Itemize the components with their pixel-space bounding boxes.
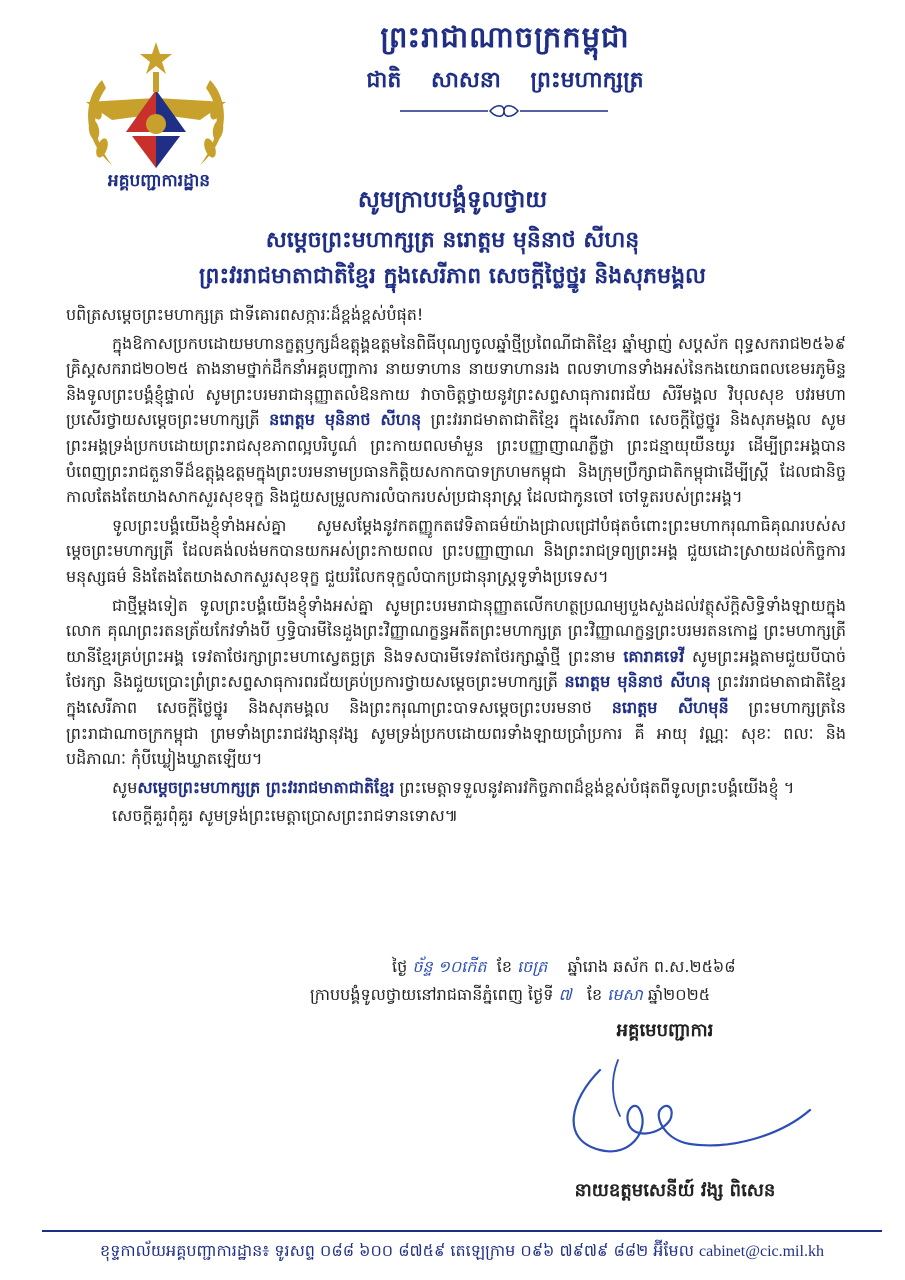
paragraph-3-text: ជាថ្មីម្តងទៀត ទូលព្រះបង្គំយើងខ្ញុំទាំងអស់គ្នា សូមព្រះបរមរាជានុញ្ញាតលើកហត្ថប្រណម្យបួងសួងដល់វត្ថុស័ក្តិសិទ្ធិទាំងឡាយក្នុងលោក គុណព្រះរតនត្រ័យកែវទាំងបី ឫទ្ធិបារមីនៃដួងព្រះវិញ្ញាណក្ខន្ធអតីតព្រះមហាក្សត្រ ព្រះវិញ្ញាណក្ខន្ធព្រះបរមរតនកោដ្ឋ ព្រះមហាក្សត្រីយានីខ្មែរគ្រប់ព្រះអង្គ ទេវតាថែរក្សាព្រះមហាស្វេតច្ឆត្រ និងទសបារមីទេវតាថែរក្សាឆ្នាំថ្មី ព្រះនាម — [66, 595, 846, 666]
letter-title-line-2: សម្តេចព្រះមហាក្សត្រ នរោត្តម មុនិនាថ សីហនុ — [265, 228, 640, 253]
paragraph-3 — [66, 593, 846, 772]
paragraph-3-mid-2: ព្រះវររាជមាតាជាតិខ្មែរ ក្នុងសេរីភាព សេចក្តីថ្លៃថ្នូរ និងសុភមង្គល និងព្រះករុណាព្រះបាទសម្តេចព្រះបរមនាថ — [66, 672, 847, 717]
national-motto — [300, 66, 710, 98]
queen-name-2: នរោត្តម មុនិនាថ សីហនុ — [564, 672, 711, 692]
office-name: អគ្គបញ្ជាការដ្ឋាន — [107, 171, 211, 191]
queen-name: នរោត្តម មុនិនាថ សីហនុ — [269, 410, 422, 430]
solar-month: មេសា — [607, 985, 643, 1004]
footer-office-contact: ខុទ្ទកាល័យអគ្គបញ្ជាការដ្ឋាន៖ ទូរសព្ទ ០៨៨ ៦០០ ៨៧៥៩ តេឡេក្រាម ០៩៦ ៧៩៧៩ ៨៨២ អ៊ីមែល — [100, 1241, 694, 1260]
solar-year: ឆ្នាំ២០២៥ — [647, 985, 711, 1004]
solar-day: ៧ — [558, 985, 572, 1004]
footer-email-link[interactable]: cabinet@cic.mil.kh — [699, 1243, 824, 1260]
paragraph-2: ទូលព្រះបង្គំយើងខ្ញុំទាំងអស់គ្នា សូមសម្តែងនូវកតញ្ញូកតវេទិតាធម៌យ៉ាងជ្រាលជ្រៅបំផុតចំពោះព្រះមហាករុណាធិគុណរបស់សម្តេចព្រះមហាក្សត្រី ដែលគង់លង់មកបានយកអស់ព្រះកាយពល ព្រះបញ្ញាញាណ និងព្រះរាជទ្រព្យព្រះអង្គ ជួយដោះស្រាយដល់កិច្ចការមនុស្សធម៌ និងតែងតែយាងសាកសួរសុខទុក្ខ ជួយរំលែកទុក្ខលំបាកប្រជានុរាស្ត្រទូទាំងប្រទេស។ — [66, 515, 846, 586]
paragraph-4-end: ព្រះមេត្តាទទួលនូវគារវកិច្ចភាពដ៏ខ្ពង់ខ្ពស់បំផុតពីទូលព្រះបង្គំយើងខ្ញុំ ។ — [399, 777, 795, 797]
paragraph-1-text: ក្នុងឱកាសប្រកបដោយមហានក្ខត្តឫក្សដ៏ឧត្តុង្គឧត្តមនៃពិធីបុណ្យចូលឆ្នាំថ្មីប្រពៃណីជាតិខ្មែរ ឆ្នាំម្សាញ់ សប្តស័ក ពុទ្ធសករាជ២៥៦៩ គ្រិស្តសករាជ២០២៥ តាងនាមថ្នាក់ដឹកនាំអគ្គបញ្ជាការ នាយទាហាន នាយទាហានរង ពលទាហានទាំងអស់នៃកងយោធពលខេមរភូមិន្ទ និងទូលព្រះបង្គំខ្ញុំផ្ទាល់ សូមព្រះបរមរាជានុញ្ញាតលំឱនកាយ វាចាចិត្តថ្វាយនូវព្រះសព្ទសាធុការពរជ័យ សិរីមង្គល វិបុលសុខ បវរមហាប្រសើរថ្វាយសម្តេចព្រះមហាក្សត្រី — [66, 333, 846, 430]
handwritten-signature-icon — [540, 1040, 820, 1170]
solar-month-prefix: ខែ — [586, 985, 603, 1004]
salutation: បពិត្រសម្តេចព្រះមហាក្សត្រ ជាទីគោរពសក្ការៈដ៏ខ្ពង់ខ្ពស់បំផុត! — [66, 305, 424, 324]
new-year-deity-name: គោរាគទេវី — [623, 646, 685, 666]
signatory-name: នាយឧត្តមសេនីយ៍ វង្ស ពិសេន — [574, 1180, 776, 1201]
paragraph-3-mid: សូមព្រះអង្គតាមជួយបីបាច់ថែរក្សា និងជួយប្រោះព្រំព្រះសព្ទសាធុការពរជ័យគ្រប់ប្រការថ្វាយសម្តេចព្រះមហាក្សត្រី — [66, 646, 846, 692]
signatory-title: អគ្គមេបញ្ជាការ — [616, 1020, 714, 1041]
lunar-date — [392, 956, 736, 980]
paragraph-3-end: ព្រះមហាក្សត្រនៃព្រះរាជាណាចក្រកម្ពុជា ព្រមទាំងព្រះរាជវង្សានុវង្ស សូមទ្រង់ប្រកបដោយពរទាំងឡាយប្រាំប្រការ គឺ អាយុ វណ្ណៈ សុខៈ ពលៈ និងបដិភាណៈ កុំបីឃ្លៀងឃ្លាតឡើយ។ — [66, 697, 846, 769]
lunar-day: ច័ន្ទ ១០កើត — [412, 957, 487, 976]
ornament-divider-icon — [400, 104, 608, 118]
paragraph-1 — [66, 331, 846, 510]
letter-body — [66, 302, 846, 832]
motto-religion: សាសនា — [430, 68, 501, 93]
lunar-month: ចេត្រ — [517, 957, 548, 976]
solar-date-prefix: ក្រាបបង្គំទូលថ្វាយនៅរាជធានីភ្នំពេញ ថ្ងៃទី — [310, 985, 554, 1004]
paragraph-1-rest: ព្រះវររាជមាតាជាតិខ្មែរ ក្នុងសេរីភាព សេចក្តីថ្លៃថ្នូរ និងសុភមង្គល សូមព្រះអង្គទ្រង់ប្រកបដោយព្រះរាជសុខភាពល្អបរិបូណ៌ ព្រះកាយពលមាំមួន ព្រះបញ្ញាញាណភ្លឺថ្លា ព្រះជន្មាយុយឺនយូរ ដើម្បីព្រះអង្គបានបំពេញព្រះរាជតួនាទីដ៏ឧត្តុង្គឧត្តមក្នុងព្រះបរមនាមប្រធានកិត្តិយសកាកបាទក្រហមកម្ពុជា និងក្រុមប្រឹក្សាជាតិកម្ពុជាដើម្បីស្ត្រី ដែលជានិច្ចកាលតែងតែយាងសាកសួរសុខទុក្ខ និងជួយសម្រួលការលំបាករបស់ប្រជានុរាស្ត្រ ដែលជាកូនចៅ ចៅទួតរបស់ព្រះអង្គ។ — [66, 410, 847, 507]
queen-title: សម្តេចព្រះមហាក្សត្រ ព្រះវររាជមាតាជាតិខ្មែរ — [137, 777, 395, 797]
lunar-month-prefix: ខែ — [496, 957, 512, 976]
kingdom-heading: ព្រះរាជាណាចក្រកម្ពុជា — [380, 20, 630, 54]
paragraph-4 — [66, 775, 846, 801]
footer-contact — [42, 1240, 882, 1264]
lunar-year: ឆ្នាំរោង ឆស័ក ព.ស.២៥៦៨ — [567, 957, 736, 976]
motto-nation: ជាតិ — [366, 68, 402, 93]
closing-line: សេចក្តីគួរពុំគួរ សូមទ្រង់ព្រះមេត្តាប្រោសព្រះរាជទានទោស៕ — [112, 806, 459, 826]
military-emblem-icon — [72, 40, 240, 180]
king-name: នរោត្តម សីហមុនី — [611, 697, 729, 717]
paragraph-4-start: សូម — [112, 777, 138, 797]
solar-date — [310, 984, 710, 1008]
lunar-date-prefix: ថ្ងៃ — [392, 957, 408, 976]
motto-king: ព្រះមហាក្សត្រ — [530, 68, 644, 93]
footer-rule — [42, 1230, 882, 1232]
letter-title-line-3: ព្រះវររាជមាតាជាតិខ្មែរ ក្នុងសេរីភាព សេចក្តីថ្លៃថ្នូរ និងសុភមង្គល — [198, 264, 707, 289]
letter-title-line-1: សូមក្រាបបង្គំទូលថ្វាយ — [357, 187, 548, 213]
